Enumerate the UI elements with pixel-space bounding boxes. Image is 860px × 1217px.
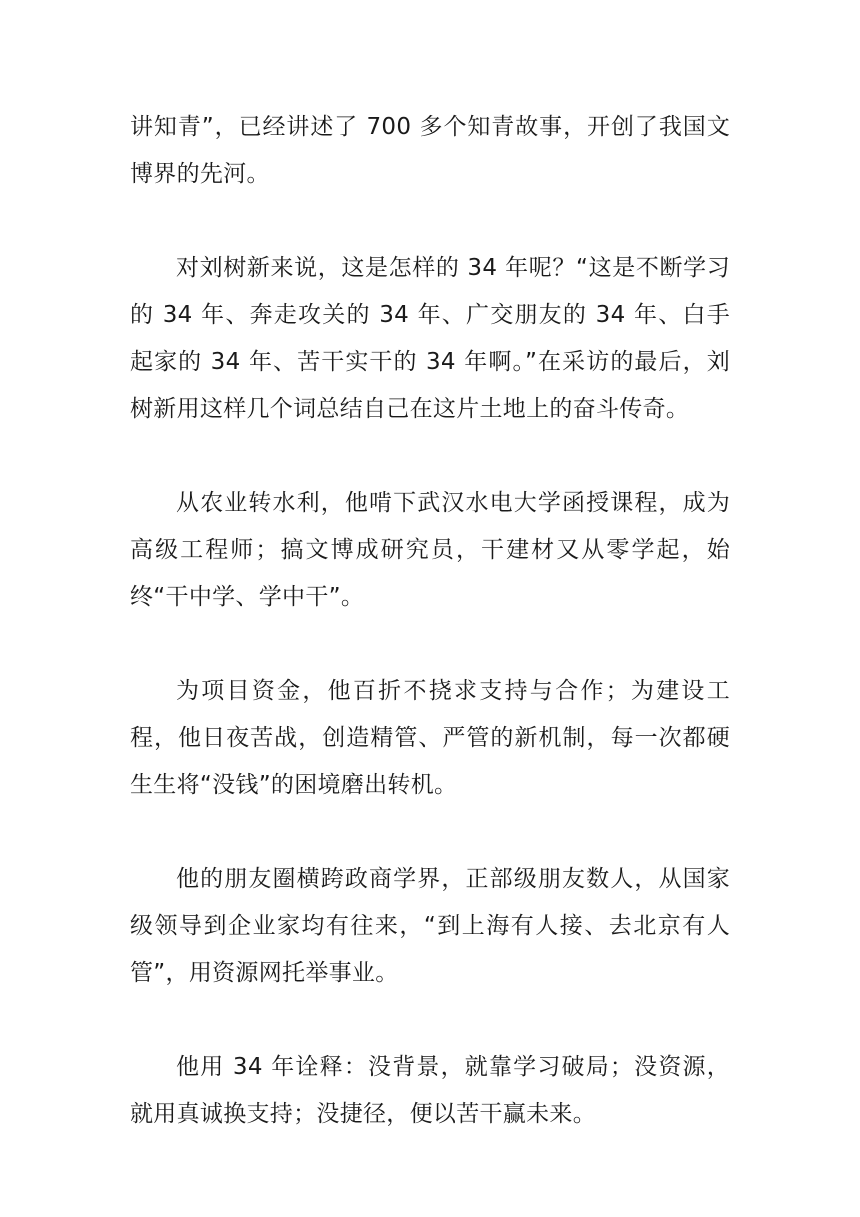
paragraph-summary: 他用 34 年诠释：没背景，就靠学习破局；没资源，就用真诚换支持；没捷径，便以苦干赢未来。 — [130, 1054, 730, 1127]
paragraph-friends: 他的朋友圈横跨政商学界，正部级朋友数人，从国家级领导到企业家均有往来，“到上海有人接、去北京有人管”，用资源网托举事业。 — [130, 866, 730, 986]
article-body — [130, 104, 730, 1185]
paragraph-learning: 从农业转水利，他啃下武汉水电大学函授课程，成为高级工程师；搞文博成研究员，干建材又从零学起，始终“干中学、学中干”。 — [130, 490, 730, 610]
paragraph-34-years: 对刘树新来说，这是怎样的 34 年呢？“这是不断学习的 34 年、奔走攻关的 34 年、广交朋友的 34 年、白手起家的 34 年、苦干实干的 34 年啊。”在采访的最后，刘树新用这样几个词总结自己在这片土地上的奋斗传奇。 — [130, 255, 730, 422]
paragraph-funding: 为项目资金，他百折不挠求支持与合作；为建设工程，他日夜苦战，创造精管、严管的新机制，每一次都硬生生将“没钱”的困境磨出转机。 — [130, 678, 730, 798]
paragraph-continuation: 讲知青”，已经讲述了 700 多个知青故事，开创了我国文博界的先河。 — [130, 114, 730, 187]
